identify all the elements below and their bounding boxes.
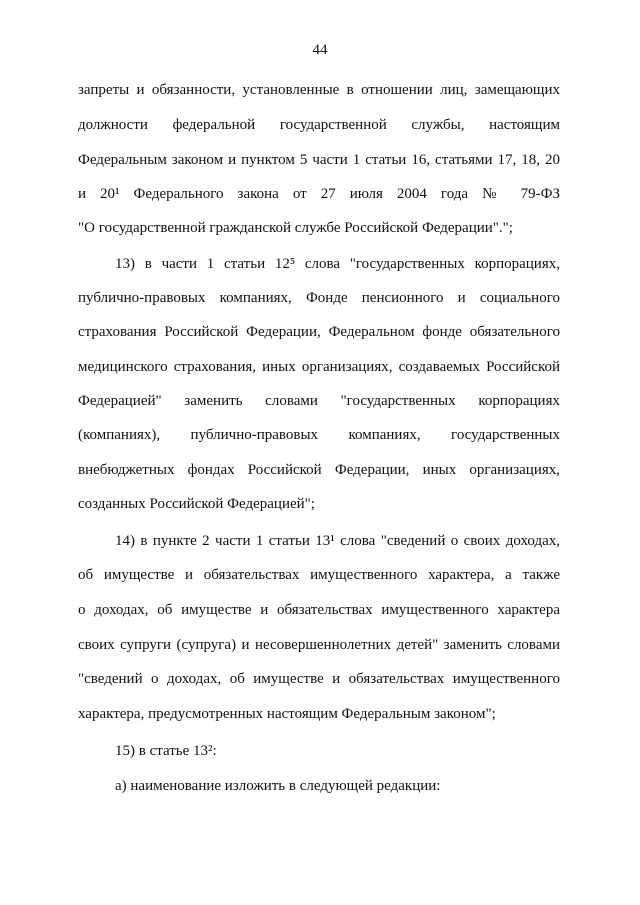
text-line: и 20¹ Федерального закона от 27 июля 2004 года № 79-ФЗ [78, 186, 560, 202]
text-line: о доходах, об имуществе и обязательствах имущественного характера [78, 602, 560, 618]
text-line: Федерацией" заменить словами "государственных корпорациях [78, 393, 560, 409]
text-line: созданных Российской Федерацией"; [78, 496, 315, 512]
text-line: внебюджетных фондах Российской Федерации, иных организациях, [78, 462, 560, 478]
text-line: страхования Российской Федерации, Федеральном фонде обязательного [78, 324, 560, 340]
text-line: (компаниях), публично-правовых компаниях, государственных [78, 427, 560, 443]
text-line: характера, предусмотренных настоящим Федеральным законом"; [78, 706, 496, 722]
paragraph-13-start: 13) в части 1 статьи 12⁵ слова "государственных корпорациях, [115, 256, 560, 272]
text-line: "О государственной гражданской службе Российской Федерации"."; [78, 220, 513, 236]
text-line: медицинского страхования, иных организациях, создаваемых Российской [78, 359, 560, 375]
text-line: запреты и обязанности, установленные в отношении лиц, замещающих [78, 82, 560, 98]
paragraph-15a: а) наименование изложить в следующей редакции: [115, 778, 441, 794]
text-line: должности федеральной государственной службы, настоящим [78, 117, 560, 133]
paragraph-14-start: 14) в пункте 2 части 1 статьи 13¹ слова "сведений о своих доходах, [115, 533, 560, 549]
text-line: публично-правовых компаниях, Фонде пенсионного и социального [78, 290, 560, 306]
text-line: своих супруги (супруга) и несовершеннолетних детей" заменить словами [78, 637, 560, 653]
paragraph-15-start: 15) в статье 13²: [115, 743, 217, 759]
page-number: 44 [312, 42, 328, 58]
text-line: "сведений о доходах, об имуществе и обязательствах имущественного [78, 671, 560, 687]
text-line: Федеральным законом и пунктом 5 части 1 статьи 16, статьями 17, 18, 20 [78, 152, 560, 168]
text-line: об имуществе и обязательствах имущественного характера, а также [78, 567, 560, 583]
